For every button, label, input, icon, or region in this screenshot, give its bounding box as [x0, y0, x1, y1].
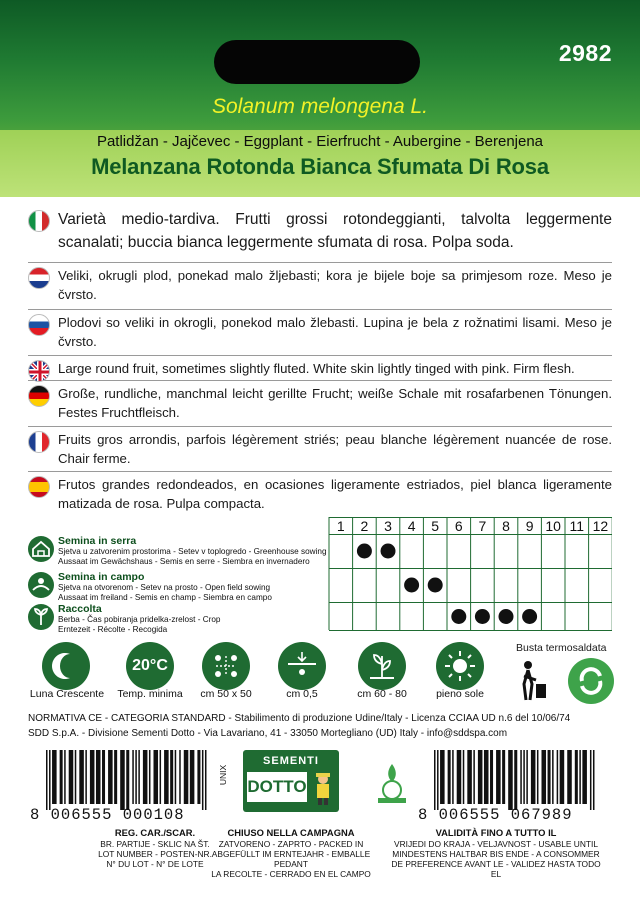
barcode-bar [153, 750, 158, 804]
certification-seal-icon [372, 762, 412, 804]
barcode-bar [434, 750, 436, 810]
uk-flag-icon [28, 360, 50, 382]
footer-line: BR. PARTIJE - SKLIC NA ŠT. [100, 839, 210, 849]
cal-row-line: Berba - Čas pobiranja pridelka-zrelost - Crop [58, 615, 221, 624]
barcode-bar [205, 750, 207, 810]
calendar-grid [328, 517, 612, 631]
barcode-bar [467, 750, 472, 804]
hang-slot [214, 40, 420, 84]
month-number: 7 [478, 518, 487, 534]
tidyman-icon [518, 660, 548, 702]
barcode-bar [75, 750, 77, 804]
barcode-bar [190, 750, 195, 804]
cal-row-title: Semina in campo [58, 571, 145, 583]
barcode-bar [126, 750, 129, 810]
calendar-dot [499, 609, 514, 624]
barcode-bar [531, 750, 536, 804]
barcode-bar [64, 750, 66, 804]
barcode-bar [478, 750, 483, 804]
footer-line: ZATVORENO - ZAPRTO - PACKED IN [218, 839, 364, 849]
depth-label: cm 0,5 [286, 688, 318, 700]
description-text: Large round fruit, sometimes slightly fluted. White skin lightly tinged with pink. Firm flesh. [58, 361, 575, 376]
description-es [28, 472, 612, 520]
product-code: 2982 [558, 40, 612, 66]
spain-flag-icon [28, 476, 50, 498]
cal-row-title: Semina in serra [58, 535, 137, 547]
footer-line: ABGEFÜLLT IM ERNTEJAHR - EMBALLE PEDANT [211, 849, 371, 869]
germany-flag-icon [28, 385, 50, 407]
description-text: Veliki, okrugli plod, ponekad malo žljebasti; kora je bijele boje sa primjesom roze. Meso je čvrsto. [58, 268, 612, 302]
barcode-bar [523, 750, 525, 804]
sowing-calendar [28, 517, 612, 634]
barcode-bar [143, 750, 148, 804]
calendar-dot [381, 544, 396, 559]
description-text: Große, rundliche, manchmal leicht gerillte Frucht; weiße Schale mit rosafarbenen Tönungen. Festes Fruchtfleisch. [58, 386, 612, 420]
barcode-bar [120, 750, 125, 810]
height-label: cm 60 - 80 [357, 688, 407, 700]
italy-flag-icon [28, 210, 50, 232]
barcode-bar [69, 750, 74, 804]
france-flag-icon [28, 431, 50, 453]
plant-spacing-icon [202, 642, 250, 690]
farmer-mascot-icon [311, 772, 335, 806]
barcode-bar [473, 750, 475, 804]
barcode-bar [179, 750, 181, 804]
slovenia-flag-icon [28, 314, 50, 336]
footer-validity [386, 826, 606, 879]
growing-info [28, 642, 612, 702]
barcode-bar [452, 750, 454, 804]
barcode-bar [590, 750, 592, 810]
sealed-bag-label: Busta termosaldata [516, 642, 607, 654]
variety-name: Melanzana Rotonda Bianca Sfumata Di Rosa [91, 154, 549, 179]
barcode-bar [490, 750, 493, 804]
barcode-bar [582, 750, 587, 804]
footer-line: DE PREFERENCE AVANT LE - VALIDEZ HASTA TODO EL [391, 859, 601, 879]
month-number: 11 [569, 518, 585, 534]
description-hr [28, 263, 612, 310]
calendar-dot [428, 578, 443, 593]
footer-line: LOT NUMBER - POSTEN-NR. [98, 849, 212, 859]
description-text: Varietà medio-tardiva. Frutti grossi rotondeggianti, talvolta leggermente scanalati; buccia bianca leggermente sfumata di rosa. Polpa soda. [58, 211, 612, 251]
barcode-bar [496, 750, 501, 804]
footer-title: VALIDITÀ FINO A TUTTO IL [435, 827, 557, 838]
description-text: Frutos grandes redondeados, en ocasiones ligeramente estriados, piel blanca ligeramente matizada de rosa. Pulpa compacta. [58, 477, 612, 511]
footer-title: REG. CAR./SCAR. [114, 827, 196, 838]
calendar-grid-lines [328, 517, 612, 631]
cal-row-greenhouse [58, 535, 358, 566]
barcode-bar [537, 750, 539, 804]
moon-label: Luna Crescente [29, 688, 105, 700]
description-si [28, 310, 612, 356]
calendar-dot [404, 578, 419, 593]
barcode-left [46, 750, 208, 810]
barcode-bar [448, 750, 451, 804]
description-text: Plodovi so veliki in okrogli, ponekod malo žlebasti. Lupina je bela z rožnatimi lisami. Meso je čvrsto. [58, 315, 612, 349]
barcode-bar [197, 750, 200, 804]
barcode-bar [514, 750, 517, 810]
legal-info [28, 712, 628, 741]
crescent-moon-icon [42, 642, 90, 690]
footer-line: MINDESTENS HALTBAR BIS ENDE - A CONSOMMER [392, 849, 600, 859]
month-number: 2 [360, 518, 369, 534]
month-number: 3 [384, 518, 392, 534]
description-fr [28, 427, 612, 472]
barcode-right [434, 750, 596, 810]
calendar-dot [522, 609, 537, 624]
legal-line: SDD S.p.A. - Divisione Sementi Dotto - Via Lavariano, 41 - 33050 Mortegliano (UD) Italy - info@sddspa.com [28, 727, 508, 739]
barcode-bar [60, 750, 63, 804]
barcode-bar [114, 750, 117, 804]
barcode-bar [457, 750, 462, 804]
sowing-depth-icon [278, 642, 326, 690]
barcode-bar [108, 750, 113, 804]
barcode-bar [508, 750, 513, 810]
croatia-flag-icon [28, 267, 50, 289]
footer-packed [196, 826, 386, 879]
sun-label: pieno sole [436, 688, 484, 700]
month-number: 10 [545, 518, 561, 534]
plant-height-icon [358, 642, 406, 690]
description-en [28, 356, 612, 381]
barcode-bar [484, 750, 489, 804]
barcode-bar [502, 750, 505, 804]
barcode-bar [541, 750, 546, 804]
barcode-bar [170, 750, 173, 804]
temp-label: Temp. minima [117, 688, 183, 700]
barcode-bar [164, 750, 169, 804]
barcode-bar [46, 750, 48, 810]
calendar-dot [475, 609, 490, 624]
descriptions [28, 205, 612, 520]
unix-label: UNIX [218, 764, 229, 786]
thermometer-icon: 20°C [126, 642, 174, 690]
footer-line: N° DU LOT - N° DE LOTE [106, 859, 204, 869]
common-names: Patlidžan - Jajčevec - Eggplant - Eierfrucht - Aubergine - Berenjena [96, 133, 544, 150]
barcode-bar [557, 750, 559, 804]
barcode-bar [175, 750, 177, 804]
barcode-bar [160, 750, 162, 804]
description-it [28, 205, 612, 263]
logo-main-text: DOTTO [247, 772, 307, 802]
barcode-bar [560, 750, 565, 804]
calendar-dot [357, 544, 372, 559]
barcode-bar [184, 750, 189, 804]
field-sowing-icon [28, 572, 54, 598]
barcode-bar [138, 750, 140, 804]
barcode-bar [437, 750, 439, 810]
description-de [28, 381, 612, 427]
barcode-bar [440, 750, 445, 804]
cal-row-line: Sjetva u zatvorenim prostorima - Setev v toplogredo - Greenhouse sowing [58, 547, 327, 556]
barcode-bar [49, 750, 51, 810]
legal-line: NORMATIVA CE - CATEGORIA STANDARD - Stabilimento di produzione Udine/Italy - Licenza CCIAA UD n.6 del 10/06/74 [28, 713, 571, 724]
barcode-bar [202, 750, 204, 810]
full-sun-icon [436, 642, 484, 690]
latin-name: Solanum melongena L. [212, 95, 428, 118]
barcode-bar [567, 750, 572, 804]
cal-row-harvest [58, 603, 358, 634]
month-number: 5 [431, 518, 440, 534]
calendar-dot [451, 609, 466, 624]
harvest-icon [28, 604, 54, 630]
green-dot-icon [568, 658, 614, 704]
month-number: 8 [502, 518, 510, 534]
month-number: 4 [407, 518, 416, 534]
barcode-left-number: 8 006555 000108 [30, 806, 185, 824]
barcode-bar [463, 750, 465, 804]
footer-line: LA RECOLTE - CERRADO EN EL CAMPO [211, 869, 371, 879]
packet-header [0, 0, 640, 197]
sementi-dotto-logo [243, 750, 339, 812]
barcode-bar [548, 750, 551, 804]
barcode-bar [579, 750, 581, 804]
cal-row-title: Raccolta [58, 603, 102, 615]
description-text: Fruits gros arrondis, parfois légèrement striés; peau blanche légèrement nuancée de rose. Chair ferme. [58, 432, 612, 466]
barcode-bar [575, 750, 578, 804]
barcode-bar [96, 750, 101, 804]
barcode-bar [90, 750, 95, 804]
cal-row-line: Aussaat im Gewächshaus - Semis en serre - Siembra en invernadero [58, 556, 310, 566]
month-number: 9 [525, 518, 534, 534]
barcode-right-number: 8 006555 067989 [418, 806, 573, 824]
cal-row-line: Aussaat im freiland - Semis en champ - Siembra en campo [58, 592, 272, 602]
month-number: 1 [336, 518, 345, 534]
barcode-bar [135, 750, 137, 804]
footer-line: VRIJEDI DO KRAJA - VELJAVNOST - USABLE UNTIL [394, 839, 598, 849]
spacing-label: cm 50 x 50 [200, 688, 252, 700]
footer-title: CHIUSO NELLA CAMPAGNA [227, 827, 355, 838]
barcode-bar [102, 750, 105, 804]
barcode-bar [593, 750, 595, 810]
month-number: 12 [592, 518, 609, 534]
cal-row-line: Sjetva na otvorenom - Setev na prosto - Open field sowing [58, 583, 271, 592]
cal-row-field [58, 571, 358, 602]
barcode-bar [526, 750, 528, 804]
greenhouse-icon [28, 536, 54, 562]
barcode-bar [79, 750, 84, 804]
logo-top-text: SEMENTI [263, 755, 319, 767]
cal-row-line: Erntezeit - Récolte - Recogida [58, 624, 168, 634]
month-number: 6 [454, 518, 463, 534]
barcode-bar [85, 750, 87, 804]
barcode-bar [52, 750, 57, 804]
barcode-bar [132, 750, 134, 804]
barcode-bar [520, 750, 522, 804]
barcode-bar [552, 750, 554, 804]
barcode-bar [149, 750, 151, 804]
